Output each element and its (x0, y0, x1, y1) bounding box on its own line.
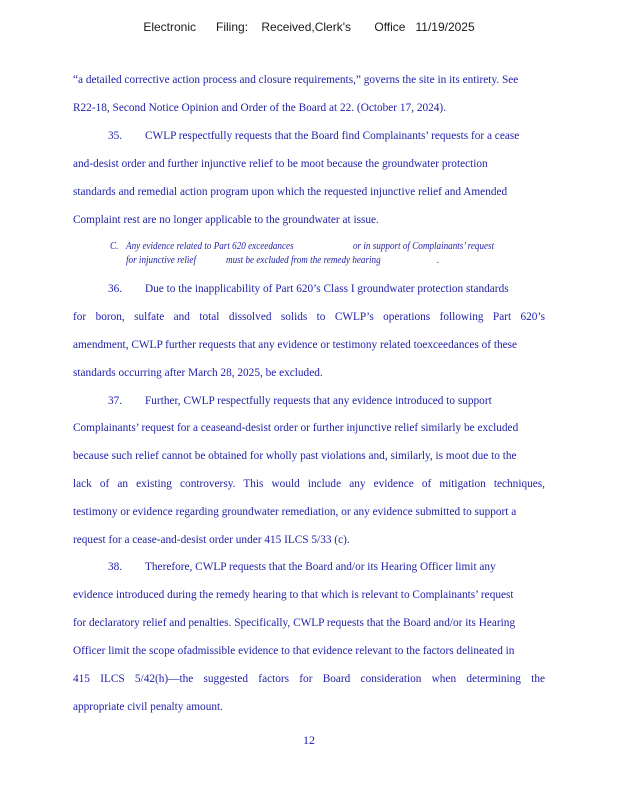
body-line: because such relief cannot be obtained for wholly past violations and, similarly, is moot due to the (73, 450, 517, 462)
body-line: for boron, sulfate and total dissolved solids to CWLP’s operations following Part 620’s (73, 311, 545, 323)
body-line: and-desist order and further injunctive relief to be moot because the groundwater protection (73, 158, 488, 170)
page-number: 12 (303, 733, 315, 747)
body-line: Complaint rest are no longer applicable to the groundwater at issue. (73, 214, 379, 226)
paragraph-38-first-line (73, 560, 496, 574)
paragraph-37-first-line (73, 394, 492, 408)
body-line: Complainants’ request for a ceaseand-desist order or further injunctive relief similarly be excluded (73, 422, 519, 434)
paragraph-number: 38. (108, 561, 123, 573)
body-line: request for a cease-and-desist order under 415 ILCS 5/33 (c). (73, 534, 350, 546)
body-line: lack of an existing controversy. This would include any evidence of mitigation techniques, (73, 478, 545, 490)
body-line: 415 ILCS 5/42(h)—the suggested factors for Board consideration when determining the (73, 673, 545, 685)
body-line: “a detailed corrective action process and closure requirements,” governs the site in its entirety. See (73, 74, 519, 86)
body-line: Further, CWLP respectfully requests that any evidence introduced to support (145, 395, 492, 407)
body-line: amendment, CWLP further requests that any evidence or testimony related toexceedances of these (73, 339, 518, 351)
paragraph-35-first-line (73, 129, 519, 143)
section-heading-label: C. (110, 241, 119, 252)
section-heading-text: must be excluded from the remedy hearing (226, 255, 381, 266)
body-line: Due to the inapplicability of Part 620’s Class I groundwater protection standards (145, 283, 509, 295)
body-line: evidence introduced during the remedy hearing to that which is relevant to Complainants’ request (73, 589, 514, 601)
paragraph-number: 35. (108, 130, 123, 142)
section-heading-text: or in support of Complainants’ request (353, 241, 495, 252)
section-heading-text: Any evidence related to Part 620 exceedances (126, 241, 294, 252)
body-line: standards occurring after March 28, 2025, be excluded. (73, 367, 323, 379)
paragraph-number: 36. (108, 283, 123, 295)
paragraph-number: 37. (108, 395, 123, 407)
section-heading-text: . (437, 255, 440, 266)
section-heading-text: for injunctive relief (126, 255, 197, 266)
electronic-filing-header: Electronic Filing: Received,Clerk's Office 11/19/2025 (143, 20, 475, 34)
paragraph-36-first-line (73, 282, 509, 296)
body-line: Therefore, CWLP requests that the Board and/or its Hearing Officer limit any (145, 561, 496, 573)
body-line: standards and remedial action program upon which the requested injunctive relief and Amended (73, 186, 508, 198)
body-line: for declaratory relief and penalties. Specifically, CWLP requests that the Board and/or its Hearing (73, 617, 516, 629)
body-line: appropriate civil penalty amount. (73, 701, 223, 713)
body-line: R22-18, Second Notice Opinion and Order of the Board at 22. (October 17, 2024). (73, 102, 447, 114)
body-line: CWLP respectfully requests that the Board find Complainants’ requests for a cease (145, 130, 520, 142)
body-line: testimony or evidence regarding groundwater remediation, or any evidence submitted to support a (73, 506, 517, 518)
body-line: Officer limit the scope ofadmissible evidence to that evidence relevant to the factors delineated in (73, 645, 515, 657)
